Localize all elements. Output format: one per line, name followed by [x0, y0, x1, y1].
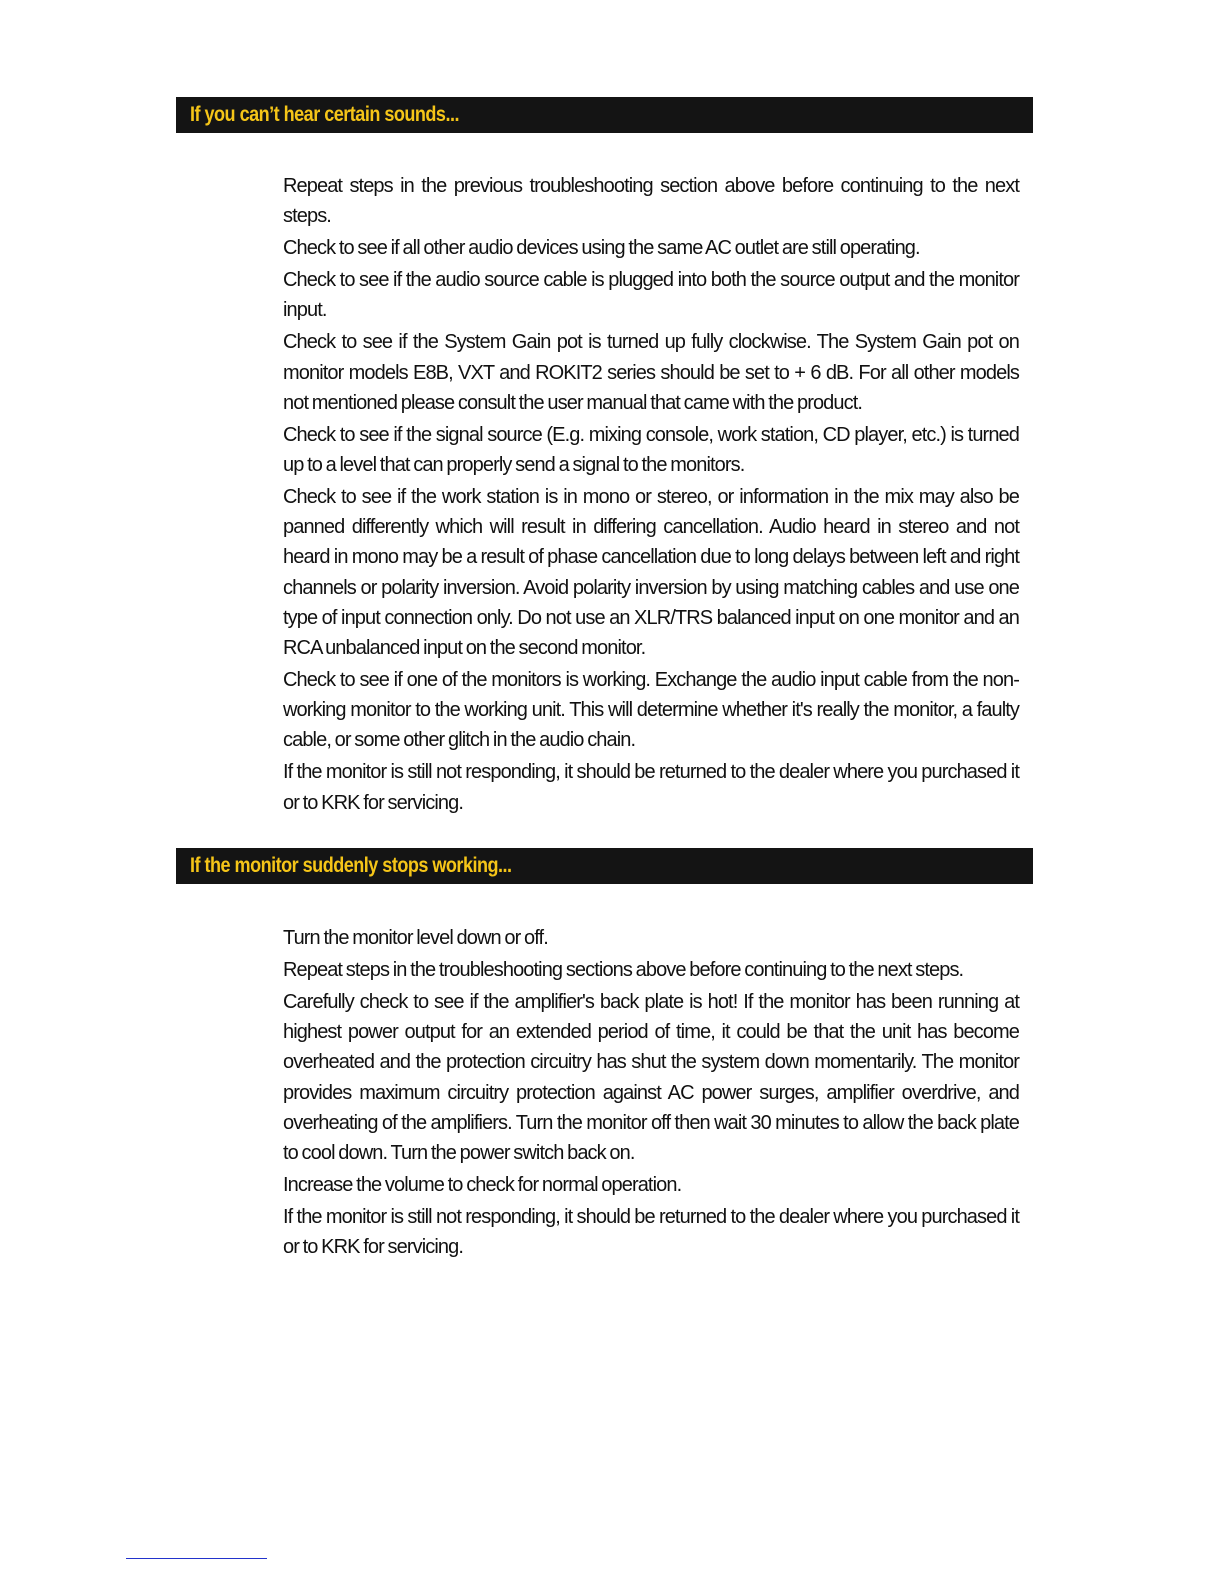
list-item: Check to see if the work station is in mono or stereo, or information in the mix may also be panned differently which will result in differing cancellation. Audio heard in stereo and not heard in mono may be a result of phase cancellation due to long delays between left and right channels or polarity inversion. Avoid polarity inversion by using matching cables and use one type of input connection only. Do not use an XLR/TRS balanced input on one monitor and an RCA unbalanced input on the second monitor. [283, 486, 1019, 660]
list-item: Check to see if all other audio devices using the same AC outlet are still operating. [283, 237, 920, 260]
list-item: If the monitor is still not responding, it should be returned to the dealer where you purchased it or to KRK for servicing. [283, 761, 1019, 814]
troubleshooting-list [283, 171, 1019, 820]
list-item: Carefully check to see if the amplifier's back plate is hot! If the monitor has been running at highest power output for an extended period of time, it could be that the unit has become overheated and the protection circuitry has shut the system down momentarily. The monitor provides maximum circuitry protection against AC power surges, amplifier overdrive, and overheating of the amplifiers. Turn the monitor off then wait 30 minutes to allow the back plate to cool down. Turn the power switch back on. [283, 991, 1019, 1165]
list-item: Check to see if the audio source cable is plugged into both the source output and the monitor input. [283, 269, 1019, 322]
troubleshooting-list [283, 923, 1019, 1264]
list-item: Turn the monitor level down or off. [283, 927, 548, 949]
section-heading: If you can’t hear certain sounds... [190, 103, 459, 126]
section-heading-bar [176, 848, 1033, 884]
list-item: Check to see if the System Gain pot is turned up fully clockwise. The System Gain pot on monitor models E8B, VXT and ROKIT2 series should be set to + 6 dB. For all other models not mentioned please consult the user manual that came with the product. [283, 331, 1019, 414]
list-item: If the monitor is still not responding, it should be returned to the dealer where you purchased it or to KRK for servicing. [283, 1206, 1019, 1259]
list-item: Increase the volume to check for normal operation. [283, 1174, 682, 1197]
list-item: Repeat steps in the previous troubleshooting section above before continuing to the next steps. [283, 175, 1019, 228]
list-item: Check to see if the signal source (E.g. mixing console, work station, CD player, etc.) is turned up to a level that can properly send a signal to the monitors. [283, 423, 1019, 477]
section-heading-bar [176, 97, 1033, 133]
section-heading: If the monitor suddenly stops working... [190, 854, 512, 877]
footnote-divider [126, 1558, 267, 1559]
list-item: Check to see if one of the monitors is working. Exchange the audio input cable from the non-working monitor to the working unit. This will determine whether it's really the monitor, a faulty cable, or some other glitch in the audio chain. [283, 669, 1019, 752]
list-item: Repeat steps in the troubleshooting sections above before continuing to the next steps. [283, 959, 964, 981]
